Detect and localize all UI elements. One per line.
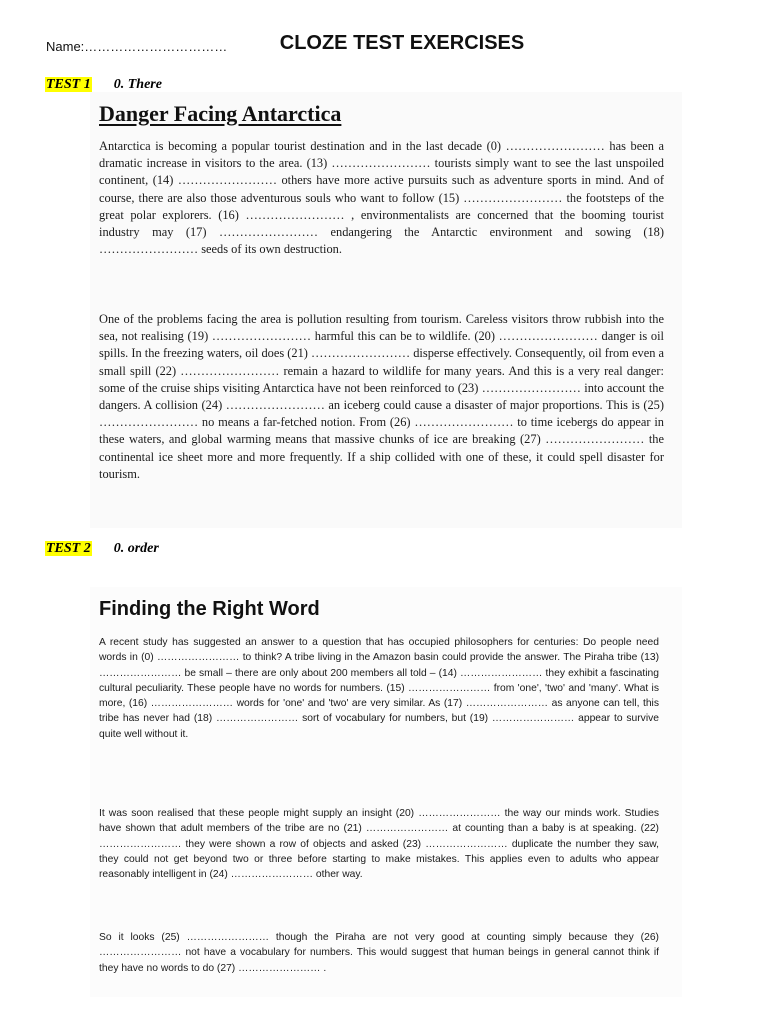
test2-heading [45, 541, 159, 557]
test1-tag: TEST 1 [46, 77, 91, 92]
page-title: CLOZE TEST EXERCISES [279, 32, 525, 54]
test2-passage-title: Finding the Right Word [99, 598, 320, 620]
test2-paragraph-3: So it looks (25) …………………… though the Piraha are not very good at counting simply because they (26) …………………… not have a vocabulary for numbers. This would suggest that human beings in general cannot think if they have no words to do (27) …………………… . [99, 932, 659, 974]
test2-paragraph-1: A recent study has suggested an answer to a question that has occupied philosophers for centuries: Do people need words in (0) …………………… to think? A tribe living in the Amazon basin could provide the answer. The Piraha tribe (13) …………………… be small – there are only about 200 members all told – (14) …………………… they exhibit a fascinating cultural peculiarity. These people have no words for numbers. (15) …………………… from 'one', 'two' and 'many'. What is more, (16) …………………… words for 'one' and 'two' are very similar. As (17) …………………… as anyone can tell, this tribe has never had (18) …………………… sort of vocabulary for numbers, but (19) …………………… appear to survive quite well without it. [99, 637, 659, 740]
test1-passage-scan [90, 92, 682, 528]
test2-paragraph-2: It was soon realised that these people might supply an insight (20) …………………… the way our minds work. Studies have shown that adult members of the tribe are no (21) …………………… at counting than a baby is at speaking. (22) …………………… they were shown a row of objects and asked (23) …………………… duplicate the number they saw, they could not get beyond two or three before starting to make mistakes. This applies even to adults who appear reasonably intelligent in (24) …………………… other way. [99, 808, 659, 881]
name-field-label: Name:…………………………… [46, 39, 228, 54]
test2-tag: TEST 2 [46, 541, 91, 556]
test2-passage-scan [90, 587, 682, 997]
test1-example-answer: 0. There [113, 77, 162, 92]
test1-passage-title: Danger Facing Antarctica [99, 101, 342, 126]
test1-paragraph-1: Antarctica is becoming a popular tourist destination and in the last decade (0) …………………… has been a dramatic increase in visitors to the area. (13) …………………… tourists simply want to see the last unspoiled continent, (14) …………………… others have more active pursuits such as adventure sports in mind. And of course, there are also those adventurous souls who want to follow (15) …………………… the footsteps of the great polar explorers. (16) …………………… , environmentalists are concerned that the booming tourist industry may (17) …………………… endangering the Antarctic environment and sowing (18) …………………… seeds of its own destruction. [99, 139, 664, 257]
test1-heading [45, 77, 162, 93]
test1-paragraph-2: One of the problems facing the area is pollution resulting from tourism. Careless visitors throw rubbish into the sea, not realising (19) …………………… harmful this can be to wildlife. (20) …………………… danger is oil spills. In the freezing waters, oil does (21) …………………… disperse effectively. Consequently, oil from even a small spill (22) …………………… remain a hazard to wildlife for many years. And this is a very real danger: some of the cruise ships visiting Antarctica have not been reinforced to (23) …………………… into account the dangers. A collision (24) …………………… an iceberg could cause a disaster of major proportions. This is (25) …………………… no means a far-fetched notion. From (26) …………………… to time icebergs do appear in these waters, and global warming means that massive chunks of ice are breaking (27) …………………… the continental ice sheet more and more frequently. If a ship collided with one of these, it could spell disaster for tourism. [99, 312, 664, 481]
test2-example-answer: 0. order [113, 541, 159, 556]
